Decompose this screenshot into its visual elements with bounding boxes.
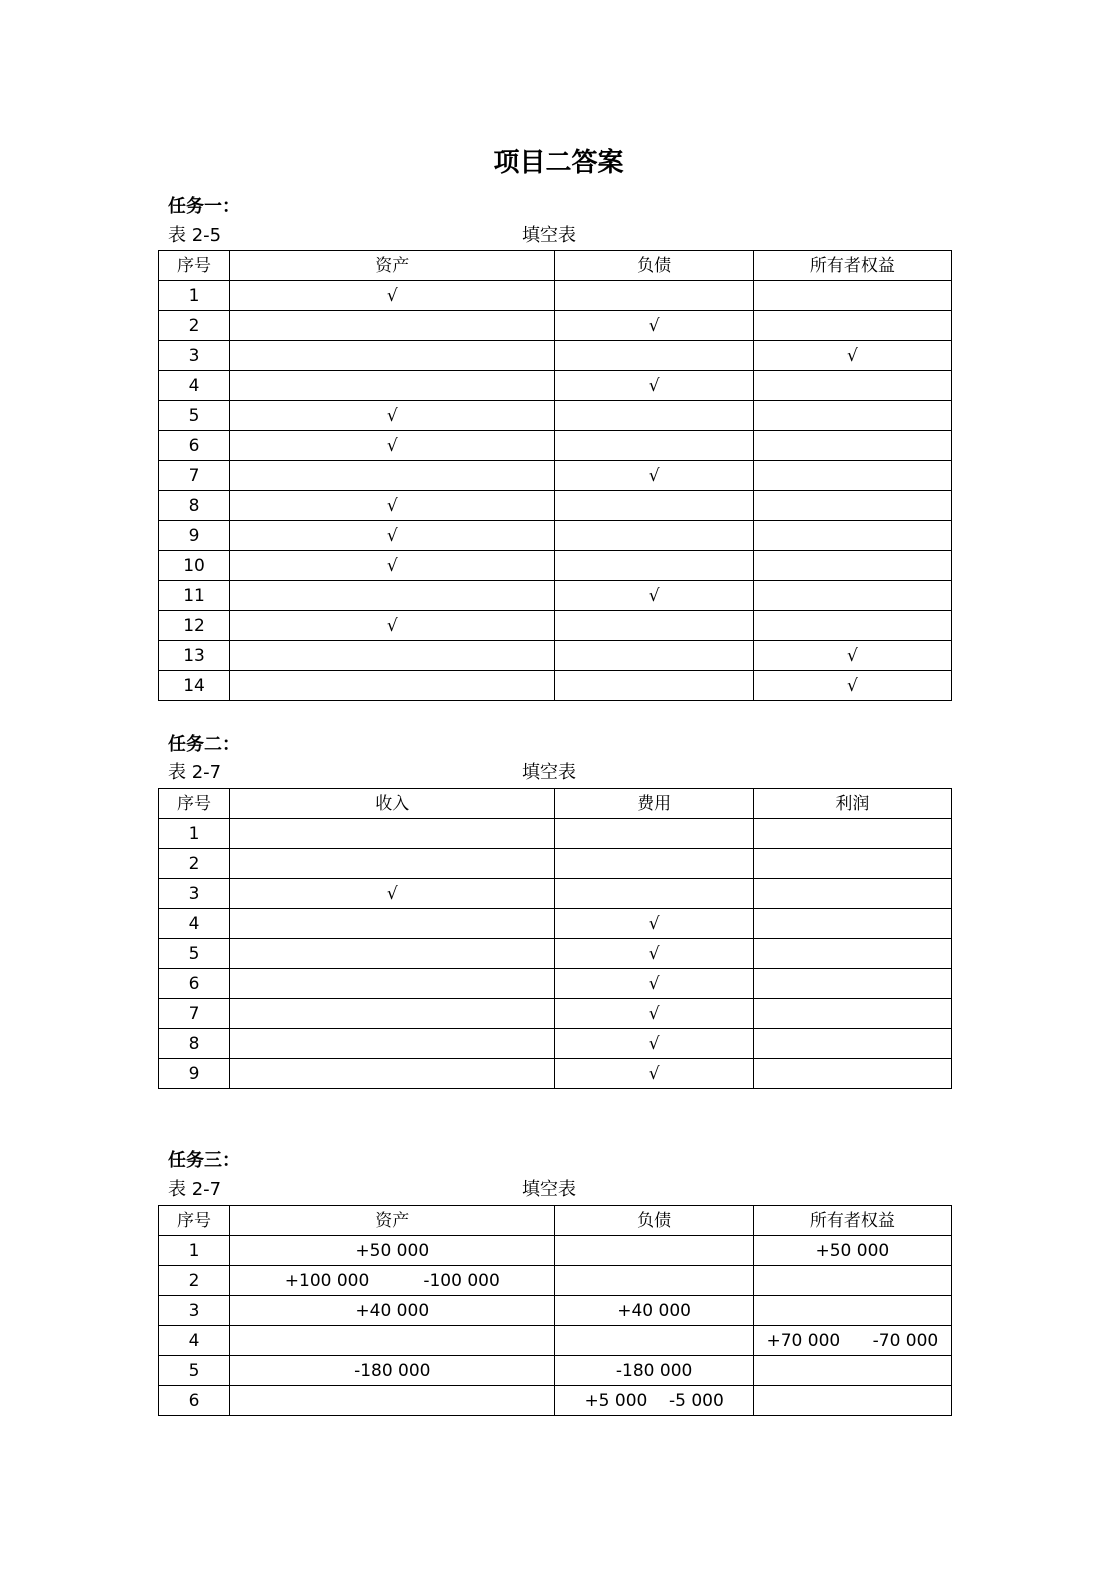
table-cell [753, 1356, 951, 1386]
table-cell [753, 431, 951, 461]
table-cell: +70 000 -70 000 [753, 1326, 951, 1356]
table-cell [753, 879, 951, 909]
column-header: 资产 [230, 1206, 555, 1236]
table-cell [230, 311, 555, 341]
table-cell [230, 999, 555, 1029]
table-cell [753, 311, 951, 341]
table-row [159, 1029, 952, 1059]
table-name: 填空表 [522, 225, 576, 246]
table-cell: √ [555, 969, 753, 999]
table-name: 填空表 [522, 1179, 576, 1200]
table-cell: +5 000 -5 000 [555, 1386, 753, 1416]
table-row [159, 401, 952, 431]
table-row [159, 611, 952, 641]
row-number-cell: 10 [159, 551, 230, 581]
row-number-cell: 13 [159, 641, 230, 671]
table-row [159, 521, 952, 551]
table-row [159, 939, 952, 969]
table-cell: √ [555, 371, 753, 401]
table-row [159, 491, 952, 521]
table-cell: √ [753, 341, 951, 371]
row-number-cell: 1 [159, 1236, 230, 1266]
page-title: 项目二答案 [493, 148, 624, 178]
table-cell: -180 000 [230, 1356, 555, 1386]
row-number-cell: 3 [159, 1296, 230, 1326]
table-cell [555, 1236, 753, 1266]
table-cell: √ [555, 581, 753, 611]
row-number-cell: 3 [159, 341, 230, 371]
table-cell [230, 969, 555, 999]
table-cell: √ [230, 879, 555, 909]
table-cell [753, 1296, 951, 1326]
table-cell [753, 371, 951, 401]
row-number-cell: 5 [159, 939, 230, 969]
table-cell [555, 281, 753, 311]
table-caption [168, 760, 950, 786]
task-three-table [158, 1205, 952, 1416]
row-number-cell: 7 [159, 999, 230, 1029]
table-row [159, 999, 952, 1029]
task-one-label: 任务一： [168, 196, 240, 217]
table-row [159, 581, 952, 611]
table-cell [753, 461, 951, 491]
row-number-cell: 14 [159, 671, 230, 701]
table-cell [753, 819, 951, 849]
column-header: 费用 [555, 789, 753, 819]
table-name: 填空表 [522, 762, 576, 783]
table-row [159, 641, 952, 671]
table-cell: +40 000 [230, 1296, 555, 1326]
table-cell [753, 1059, 951, 1089]
table-cell [753, 401, 951, 431]
table-cell: +100 000 -100 000 [230, 1266, 555, 1296]
table-cell [230, 1059, 555, 1089]
table-cell [555, 641, 753, 671]
table-cell [230, 1386, 555, 1416]
table-cell [753, 1029, 951, 1059]
table-cell: √ [230, 491, 555, 521]
table-cell [230, 581, 555, 611]
row-number-cell: 8 [159, 491, 230, 521]
table-row [159, 849, 952, 879]
column-header: 序号 [159, 1206, 230, 1236]
column-header: 利润 [753, 789, 951, 819]
table-cell [230, 909, 555, 939]
row-number-cell: 1 [159, 281, 230, 311]
table-cell [230, 849, 555, 879]
table-row [159, 879, 952, 909]
table-row [159, 431, 952, 461]
task-three-label: 任务三： [168, 1150, 240, 1171]
table-row [159, 1356, 952, 1386]
row-number-cell: 3 [159, 879, 230, 909]
table-cell: √ [555, 999, 753, 1029]
row-number-cell: 2 [159, 849, 230, 879]
table-row [159, 341, 952, 371]
table-cell [555, 611, 753, 641]
table-cell: √ [555, 1029, 753, 1059]
column-header: 负债 [555, 1206, 753, 1236]
table-cell [753, 611, 951, 641]
table-cell [555, 1326, 753, 1356]
table-row [159, 461, 952, 491]
table-cell: -180 000 [555, 1356, 753, 1386]
task-one-table [158, 250, 952, 701]
table-cell [753, 909, 951, 939]
row-number-cell: 4 [159, 909, 230, 939]
table-cell: +40 000 [555, 1296, 753, 1326]
table-cell: √ [555, 909, 753, 939]
table-row [159, 1236, 952, 1266]
table-row [159, 909, 952, 939]
table-caption [168, 1177, 950, 1203]
table-caption [168, 223, 950, 249]
table-cell: √ [230, 551, 555, 581]
table-cell [230, 461, 555, 491]
table-cell [753, 281, 951, 311]
row-number-cell: 8 [159, 1029, 230, 1059]
table-cell [753, 969, 951, 999]
row-number-cell: 5 [159, 1356, 230, 1386]
table-cell [230, 1326, 555, 1356]
table-number: 表 2-7 [168, 1179, 222, 1200]
table-cell: √ [753, 671, 951, 701]
row-number-cell: 2 [159, 311, 230, 341]
table-cell: √ [230, 521, 555, 551]
table-cell [230, 939, 555, 969]
table-row [159, 281, 952, 311]
table-row [159, 371, 952, 401]
table-row [159, 969, 952, 999]
table-header-row [159, 251, 952, 281]
table-cell: +50 000 [230, 1236, 555, 1266]
table-cell [555, 849, 753, 879]
column-header: 所有者权益 [753, 1206, 951, 1236]
table-cell [230, 341, 555, 371]
table-cell [230, 671, 555, 701]
table-cell [555, 879, 753, 909]
column-header: 资产 [230, 251, 555, 281]
table-cell: √ [230, 281, 555, 311]
table-cell [753, 551, 951, 581]
row-number-cell: 5 [159, 401, 230, 431]
table-cell [555, 1266, 753, 1296]
table-cell [555, 431, 753, 461]
row-number-cell: 2 [159, 1266, 230, 1296]
table-cell: √ [230, 611, 555, 641]
row-number-cell: 6 [159, 969, 230, 999]
table-row [159, 1059, 952, 1089]
table-cell [555, 491, 753, 521]
row-number-cell: 4 [159, 1326, 230, 1356]
table-cell [555, 341, 753, 371]
table-cell [555, 401, 753, 431]
table-row [159, 311, 952, 341]
table-cell [230, 371, 555, 401]
row-number-cell: 12 [159, 611, 230, 641]
table-cell: √ [555, 311, 753, 341]
task-two-label: 任务二： [168, 734, 240, 755]
table-cell: √ [753, 641, 951, 671]
table-cell [555, 671, 753, 701]
table-cell: √ [230, 401, 555, 431]
row-number-cell: 9 [159, 521, 230, 551]
table-cell [753, 491, 951, 521]
table-row [159, 1326, 952, 1356]
row-number-cell: 6 [159, 1386, 230, 1416]
table-cell: +50 000 [753, 1236, 951, 1266]
table-cell: √ [555, 1059, 753, 1089]
row-number-cell: 1 [159, 819, 230, 849]
table-number: 表 2-5 [168, 225, 222, 246]
table-cell: √ [555, 939, 753, 969]
table-cell [555, 819, 753, 849]
column-header: 收入 [230, 789, 555, 819]
table-row [159, 1266, 952, 1296]
table-row [159, 819, 952, 849]
column-header: 所有者权益 [753, 251, 951, 281]
table-cell [555, 521, 753, 551]
column-header: 序号 [159, 251, 230, 281]
table-cell [753, 521, 951, 551]
table-row [159, 551, 952, 581]
table-cell: √ [230, 431, 555, 461]
row-number-cell: 4 [159, 371, 230, 401]
table-cell [753, 999, 951, 1029]
table-cell [753, 1386, 951, 1416]
table-cell [753, 581, 951, 611]
row-number-cell: 11 [159, 581, 230, 611]
table-row [159, 671, 952, 701]
table-header-row [159, 1206, 952, 1236]
table-cell [230, 1029, 555, 1059]
table-cell [230, 641, 555, 671]
table-cell [555, 551, 753, 581]
table-cell [753, 939, 951, 969]
table-cell [230, 819, 555, 849]
row-number-cell: 6 [159, 431, 230, 461]
table-cell [753, 849, 951, 879]
task-two-table [158, 788, 952, 1089]
table-row [159, 1296, 952, 1326]
column-header: 负债 [555, 251, 753, 281]
column-header: 序号 [159, 789, 230, 819]
row-number-cell: 9 [159, 1059, 230, 1089]
row-number-cell: 7 [159, 461, 230, 491]
table-row [159, 1386, 952, 1416]
table-header-row [159, 789, 952, 819]
table-cell: √ [555, 461, 753, 491]
table-number: 表 2-7 [168, 762, 222, 783]
table-cell [753, 1266, 951, 1296]
